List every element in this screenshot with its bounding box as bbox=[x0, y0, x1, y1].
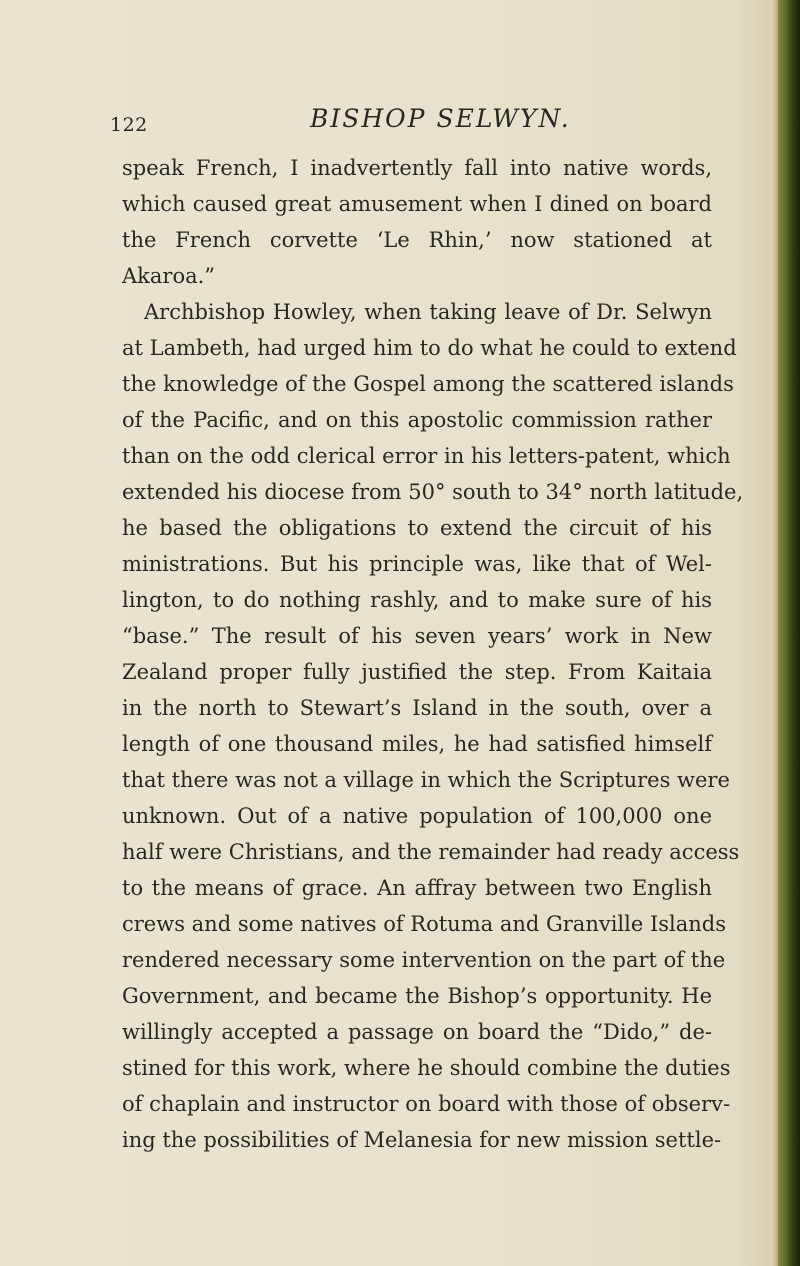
text-line: in the north to Stewart’s Island in the south, over a bbox=[122, 696, 712, 720]
text-line: to the means of grace. An affray between two English bbox=[122, 876, 712, 900]
text-line: ing the possibilities of Melanesia for new mission settle- bbox=[122, 1128, 722, 1152]
text-line: Archbishop Howley, when taking leave of Dr. Selwyn bbox=[144, 300, 712, 324]
text-line: Akaroa.” bbox=[122, 264, 216, 288]
text-line: willingly accepted a passage on board the “Dido,” de- bbox=[122, 1020, 712, 1044]
text-line: Zealand proper fully justified the step. From Kaitaia bbox=[122, 660, 712, 684]
text-line: unknown. Out of a native population of 100,000 one bbox=[122, 804, 712, 828]
text-line: lington, to do nothing rashly, and to make sure of his bbox=[122, 588, 712, 612]
text-line: stined for this work, where he should combine the duties bbox=[122, 1056, 731, 1080]
text-line: than on the odd clerical error in his letters-patent, which bbox=[122, 444, 731, 468]
text-line: ministrations. But his principle was, like that of Wel- bbox=[122, 552, 712, 576]
text-line: rendered necessary some intervention on the part of the bbox=[122, 948, 726, 972]
text-line: that there was not a village in which the Scriptures were bbox=[122, 768, 730, 792]
text-line: of chaplain and instructor on board with those of observ- bbox=[122, 1092, 731, 1116]
text-line: half were Christians, and the remainder had ready access bbox=[122, 840, 740, 864]
text-line: extended his diocese from 50° south to 34° north latitude, bbox=[122, 480, 744, 504]
text-line: Government, and became the Bishop’s opportunity. He bbox=[122, 984, 712, 1008]
text-line: crews and some natives of Rotuma and Granville Islands bbox=[122, 912, 727, 936]
text-line: he based the obligations to extend the circuit of his bbox=[122, 516, 712, 540]
text-line: length of one thousand miles, he had satisfied himself bbox=[122, 732, 712, 756]
page-header bbox=[110, 100, 710, 140]
text-line: the French corvette ‘Le Rhin,’ now stationed at bbox=[122, 228, 712, 252]
text-line: at Lambeth, had urged him to do what he could to extend bbox=[122, 336, 737, 360]
text-line: which caused great amusement when I dined on board bbox=[122, 192, 712, 216]
body-text bbox=[122, 150, 744, 1158]
text-line: speak French, I inadvertently fall into native words, bbox=[122, 156, 712, 180]
text-line: the knowledge of the Gospel among the scattered islands bbox=[122, 372, 734, 396]
text-line: of the Pacific, and on this apostolic commission rather bbox=[122, 408, 712, 432]
text-line: “base.” The result of his seven years’ work in New bbox=[122, 624, 712, 648]
book-binding bbox=[778, 0, 800, 1266]
page-number: 122 bbox=[110, 114, 148, 136]
running-head: BISHOP SELWYN. bbox=[310, 104, 571, 133]
